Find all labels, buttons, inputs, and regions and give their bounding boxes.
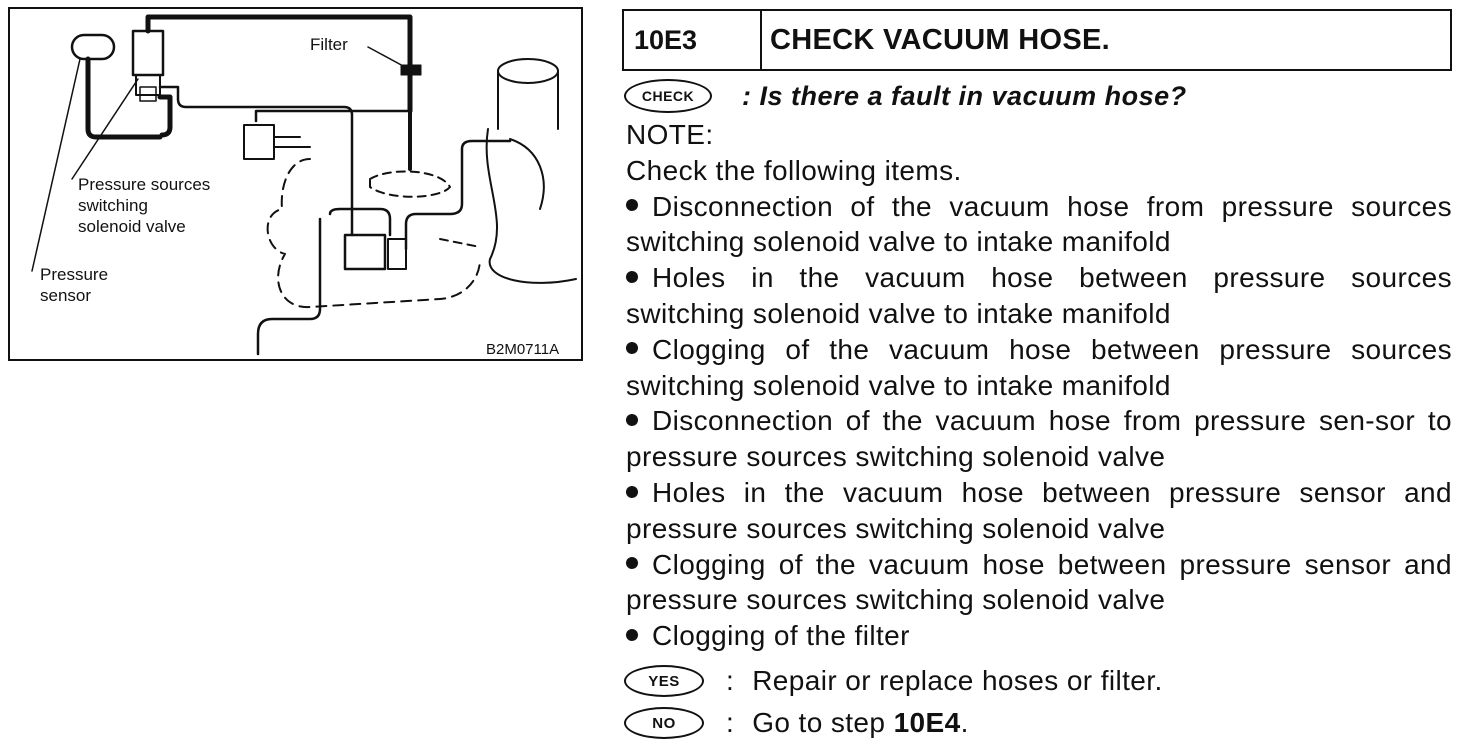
check-badge: CHECK bbox=[624, 79, 712, 113]
valve-label bbox=[78, 174, 210, 237]
note-heading: NOTE: bbox=[626, 119, 714, 150]
bullet-icon bbox=[626, 414, 638, 426]
pressure-sensor-shape bbox=[72, 35, 114, 59]
note-item bbox=[626, 260, 1452, 332]
note-item-text: Disconnection of the vacuum hose from pressure sources switching solenoid valve to intake manifold bbox=[626, 190, 1452, 258]
bullet-icon bbox=[626, 486, 638, 498]
note-item-text: Clogging of the filter bbox=[652, 620, 910, 652]
sensor-label-line: sensor bbox=[40, 286, 92, 305]
note-item-text: Holes in the vacuum hose between pressure sensor and pressure sources switching solenoid valve bbox=[626, 476, 1452, 544]
vacuum-hose-diagram bbox=[8, 7, 583, 361]
yes-badge: YES bbox=[624, 665, 704, 697]
answer-no bbox=[624, 703, 969, 743]
sensor-label-line: Pressure bbox=[40, 265, 109, 284]
note-item bbox=[626, 618, 1452, 654]
note-item bbox=[626, 475, 1452, 547]
answer-yes bbox=[624, 661, 1163, 701]
no-text-end: . bbox=[960, 707, 969, 738]
no-badge: NO bbox=[624, 707, 704, 739]
note-item-text: Disconnection of the vacuum hose from pressure sen-sor to pressure sources switching solenoid valve bbox=[626, 405, 1452, 473]
note-intro: Check the following items. bbox=[626, 154, 962, 186]
step-header bbox=[622, 9, 1452, 71]
answer-colon: : bbox=[726, 665, 735, 696]
note-item bbox=[626, 332, 1452, 404]
valve-label-line: solenoid valve bbox=[78, 217, 186, 236]
note-block bbox=[626, 117, 1452, 654]
valve-label-line: switching bbox=[78, 196, 148, 215]
note-item bbox=[626, 403, 1452, 475]
note-item bbox=[626, 189, 1452, 261]
step-number: 10E3 bbox=[624, 11, 762, 69]
note-item-text: Holes in the vacuum hose between pressure sources switching solenoid valve to intake manifold bbox=[626, 262, 1452, 329]
note-item-text: Clogging of the vacuum hose between pressure sensor and pressure sources switching solenoid valve bbox=[626, 548, 1452, 616]
bullet-icon bbox=[626, 557, 638, 569]
figure-code: B2M0711A bbox=[486, 341, 560, 358]
bullet-icon bbox=[626, 199, 638, 211]
valve-label-line: Pressure sources bbox=[78, 175, 211, 194]
sensor-label bbox=[40, 264, 108, 306]
note-item-text: Clogging of the vacuum hose between pressure sources switching solenoid valve to intake manifold bbox=[626, 333, 1452, 401]
next-step-ref: 10E4 bbox=[893, 707, 961, 738]
yes-text: Repair or replace hoses or filter. bbox=[752, 665, 1163, 696]
solenoid-valve-shape bbox=[133, 31, 163, 75]
note-item bbox=[626, 547, 1452, 619]
check-question-line bbox=[624, 77, 1187, 115]
step-title: CHECK VACUUM HOSE. bbox=[770, 23, 1110, 56]
answer-colon: : bbox=[726, 707, 735, 738]
filter-label: Filter bbox=[310, 35, 348, 54]
check-question: : Is there a fault in vacuum hose? bbox=[742, 80, 1187, 111]
bullet-icon bbox=[626, 342, 638, 354]
no-text: Go to step bbox=[752, 707, 894, 738]
bullet-icon bbox=[626, 629, 638, 641]
bullet-icon bbox=[626, 271, 638, 283]
